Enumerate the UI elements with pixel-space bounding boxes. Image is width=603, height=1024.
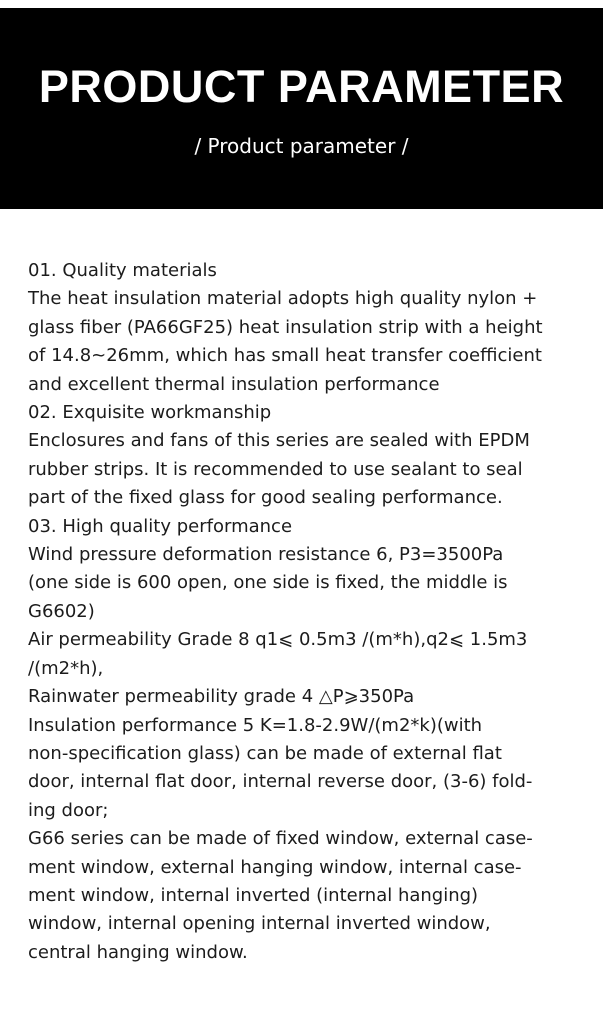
text-line: central hanging window.: [28, 941, 248, 963]
page-title: PRODUCT PARAMETER: [38, 61, 565, 112]
parameter-text: [28, 257, 588, 967]
text-line: Insulation performance 5 K=1.8-2.9W/(m2*k)(with: [28, 714, 483, 736]
text-line: window, internal opening internal inverted window,: [28, 913, 491, 935]
text-line: and excellent thermal insulation performance: [28, 373, 440, 395]
text-line: rubber strips. It is recommended to use sealant to seal: [28, 458, 523, 480]
text-line: part of the fixed glass for good sealing performance.: [28, 487, 503, 509]
header-banner: [0, 8, 603, 209]
text-line: door, internal flat door, internal reverse door, (3-6) fold-: [28, 771, 533, 793]
text-line: non-specification glass) can be made of external flat: [28, 742, 502, 764]
text-line: of 14.8~26mm, which has small heat transfer coefficient: [28, 345, 542, 367]
text-line: Rainwater permeability grade 4 △P⩾350Pa: [28, 686, 415, 708]
text-line: G6602): [28, 600, 95, 622]
text-line: Wind pressure deformation resistance 6, P3=3500Pa: [28, 544, 504, 566]
text-line: glass fiber (PA66GF25) heat insulation strip with a height: [28, 316, 543, 338]
section-heading-performance: 03. High quality performance: [28, 515, 293, 537]
text-line: Air permeability Grade 8 q1⩽ 0.5m3 /(m*h),q2⩽ 1.5m3: [28, 629, 528, 651]
section-heading-workmanship: 02. Exquisite workmanship: [28, 402, 272, 424]
text-line: ment window, internal inverted (internal hanging): [28, 884, 479, 906]
text-line: G66 series can be made of fixed window, external case-: [28, 828, 533, 850]
text-line: (one side is 600 open, one side is fixed, the middle is: [28, 572, 508, 594]
text-line: Enclosures and fans of this series are sealed with EPDM: [28, 430, 530, 452]
section-heading-quality: 01. Quality materials: [28, 260, 217, 281]
text-line: ing door;: [28, 799, 109, 821]
page-subtitle: / Product parameter /: [194, 134, 409, 158]
text-line: ment window, external hanging window, internal case-: [28, 856, 522, 878]
text-line: The heat insulation material adopts high quality nylon +: [28, 288, 538, 310]
text-line: /(m2*h),: [28, 657, 104, 679]
top-strip: [0, 0, 603, 8]
